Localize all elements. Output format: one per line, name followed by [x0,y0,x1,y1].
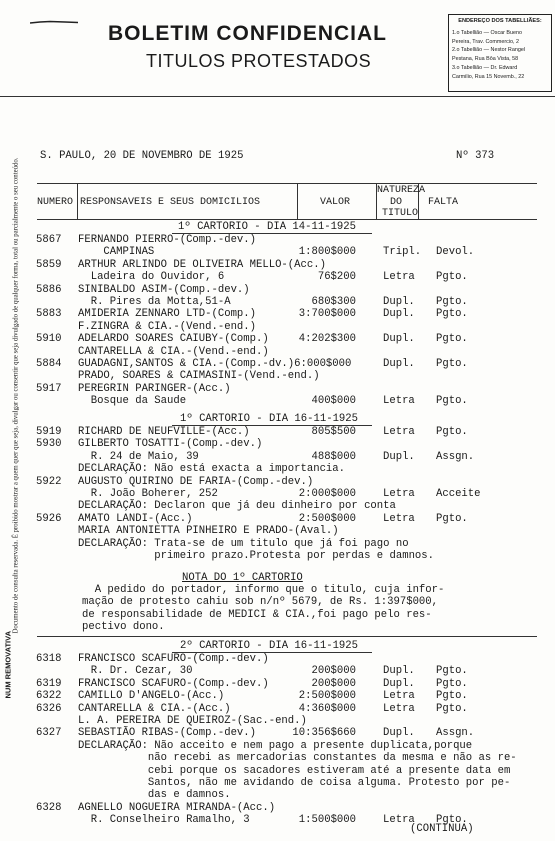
dateline-number: Nº 373 [456,150,495,162]
entry-natureza: Dupl. [383,308,415,321]
entry-text: ARTHUR ARLINDO DE OLIVEIRA MELLO-(Acc.) [78,258,326,271]
entry-natureza: Letra [383,814,415,827]
entry-text: R. Conselheiro Ramalho, 3 [78,814,250,827]
section-heading: 1º CARTORIO - DIA 16-11-1925 [180,413,359,425]
page-subtitle: TITULOS PROTESTADOS [146,51,372,71]
entry-natureza: Tripl. [383,246,422,259]
entry-text: GUADAGNI,SANTOS & CIA.-(Comp.-dv.)6:000$000 [78,358,352,370]
entry-falta: Pgto. [436,702,468,715]
entry-valor: 76$200 [317,271,356,284]
entry-natureza: Letra [383,488,415,500]
entry-text: R. Dr. Cezar, 30 [78,665,193,678]
table-col-divider [297,183,298,219]
entry-number: 5867 [36,234,62,246]
entry-number: 5886 [36,283,62,296]
entry-text: Santos, não me avidando de coisa alguma. Protesto por pe- [78,777,511,789]
entry-text: FERNANDO PIERRO-(Comp.-dev.) [78,234,257,246]
entry-falta: Pgto. [436,333,468,346]
table-col-divider [77,183,78,219]
entry-text: R. João Boherer, 252 [78,488,218,500]
entry-valor: 4:202$300 [298,333,356,346]
entry-natureza: Letra [383,271,415,284]
entry-falta: Pgto. [436,665,468,678]
entry-falta: Pgto. [436,271,468,284]
entry-text: cebi porque os sacadores estiveram até a presente data em [78,764,511,777]
address-line: Carmilio, Rua 15 Novemb., 22 [452,73,525,80]
entry-number: 5910 [36,333,62,346]
entry-text: L. A. PEREIRA DE QUEIROZ-(Sac.-end.) [78,715,307,727]
entry-number: 6327 [36,727,62,740]
entry-text: AMATO LANDI-(Acc.) [78,512,193,525]
page-title: BOLETIM CONFIDENCIAL [108,22,387,45]
declaration-text: DECLARAÇÃO: Não acceito e nem pago a presente duplicata,porque [78,739,473,752]
entry-falta: Assgn. [436,450,475,463]
col-header-numero: NUMERO [37,197,74,208]
col-header-valor: VALOR [320,197,351,208]
entry-falta: Pgto. [436,677,468,690]
note-line: mação de protesto cahiu sob n/nº 5679, de Rs. 1:397$000, [82,596,439,609]
entry-text: GILBERTO TOSATTI-(Comp.-dev.) [78,438,263,451]
section-separator [37,636,537,637]
continues-label: (CONTINUA) [410,823,474,835]
entry-valor: 3:700$000 [298,308,356,321]
entry-number: 5930 [36,438,62,451]
col-header-responsaveis: RESPONSAVEIS E SEUS DOMICILIOS [80,197,261,208]
entry-natureza: Letra [383,702,415,715]
section-heading: 2º CARTORIO - DIA 16-11-1925 [180,640,359,652]
entry-valor: 2:500$000 [298,690,356,703]
header-dash-mark [30,20,78,25]
entry-natureza: Dupl. [383,358,415,370]
entry-number: 5922 [36,475,62,488]
entry-text: CAMILLO D'ANGELO-(Acc.) [78,690,225,703]
entry-valor: 805$500 [311,426,356,438]
entry-falta: Pgto. [436,296,468,308]
entry-text: MARIA ANTONIETTA PINHEIRO E PRADO-(Aval.) [78,525,339,538]
address-line: 1.o Tabellião — Oscar Bueno [452,29,523,36]
entry-falta: Pgto. [436,814,468,827]
address-line: Pestana, Rua Bôa Vista, 58 [452,56,519,63]
address-line: 2.o Tabellião — Nestor Rangel [452,47,526,54]
entry-text: AUGUSTO QUIRINO DE FARIA-(Comp.-dev.) [78,475,314,488]
entry-valor: 10:356$660 [292,727,356,740]
entry-falta: Pgto. [436,308,468,321]
entry-valor: 200$000 [311,677,356,690]
entry-falta: Pgto. [436,690,468,703]
address-box [448,14,552,92]
entry-valor: 4:360$000 [298,702,356,715]
entry-number: 6319 [36,677,62,690]
entry-natureza: Letra [383,512,415,525]
entry-text: não recebi as mercadorias constantes da mesma e não as re- [78,752,517,765]
entry-text: Ladeira do Ouvidor, 6 [78,271,225,284]
section-heading: 1º CARTORIO - DIA 14-11-1925 [178,221,357,233]
entry-text: CANTARELLA & CIA.-(Acc.) [78,702,231,715]
entry-text: FRANCISCO SCAFURO-(Comp.-dev.) [78,653,269,665]
entry-falta: Devol. [436,246,475,259]
entry-number: 5859 [36,258,62,271]
entry-natureza: Letra [383,426,415,438]
entry-valor: 488$000 [311,450,356,463]
entry-falta: Pgto. [436,426,468,438]
entry-falta: Pgto. [436,395,468,408]
entry-number: 5917 [36,382,62,395]
entry-falta: Acceite [436,488,481,500]
declaration-text: DECLARAÇÃO: Não está exacta a importancia. [78,463,346,476]
entry-number: 6318 [36,653,62,665]
entry-natureza: Dupl. [383,677,415,690]
entry-text: CAMPINAS [78,246,155,259]
side-notice: Documento de consulta reservada. É proibido mostrar a quem quer que seja, divulgar ou consentir que seja divulgado de qualquer forma, total ou parcialmente o seu conteúdo. [12,157,20,634]
col-header-falta: FALTA [428,197,459,208]
entry-text: AGNELLO NOGUEIRA MIRANDA-(Acc.) [78,801,276,814]
entry-number: 6322 [36,690,62,703]
entry-natureza: Letra [383,690,415,703]
entry-text: R. 24 de Maio, 39 [78,450,199,463]
entry-natureza: Dupl. [383,727,415,740]
entry-falta: Pgto. [436,512,468,525]
declaration-text: DECLARAÇÃO: Declaron que já deu dinheiro por conta [78,500,396,513]
col-header-natureza: TITULO [382,208,419,219]
entry-number: 5884 [36,358,62,370]
entry-valor: 2:500$000 [298,512,356,525]
entry-number: 6326 [36,702,62,715]
entry-number: 5883 [36,308,62,321]
entry-valor: 2:000$000 [298,488,356,500]
entry-natureza: Dupl. [383,450,415,463]
dateline-place-date: S. PAULO, 20 DE NOVEMBRO DE 1925 [40,150,244,162]
col-header-natureza: DO [390,197,403,208]
entry-text: F.ZINGRA & CIA.-(Vend.-end.) [78,320,257,333]
header-rule [0,96,555,97]
entry-text: ADELARDO SOARES CAIUBY-(Comp.) [78,333,269,346]
note-line: pectivo dono. [82,621,165,634]
address-heading: ENDEREÇO DOS TABELLIÃES: [458,18,542,24]
entry-natureza: Letra [383,395,415,408]
entry-valor: 1:800$000 [298,246,356,259]
entry-text: RICHARD DE NEUFVILLE-(Acc.) [78,426,250,438]
entry-valor: 1:500$000 [298,814,356,827]
entry-natureza: Dupl. [383,296,415,308]
entry-text: SINIBALDO ASIM-(Comp.-dev.) [78,283,250,296]
address-line: Pereira, Trav. Commercio, 2 [452,38,520,45]
entry-text: das e damnos. [78,789,231,802]
note-heading: NOTA DO 1º CARTORIO [182,572,303,584]
entry-natureza: Dupl. [383,665,415,678]
entry-falta: Assgn. [436,727,475,740]
declaration-text: DECLARAÇÃO: Trata-se de um titulo que já foi pago no [78,537,409,550]
entry-falta: Pgto. [436,358,468,370]
col-header-natureza: NATUREZA [377,185,426,196]
entry-natureza: Dupl. [383,333,415,346]
table-rule-header [37,219,537,220]
entry-number: 6328 [36,801,62,814]
entry-text: primeiro prazo.Protesta por perdas e damnos. [78,550,435,562]
entry-valor: 400$000 [311,395,356,408]
address-line: 3.o Tabellião — Dr. Edward [452,64,518,71]
entry-valor: 680$300 [311,296,356,308]
entry-text: SEBASTIÃO RIBAS-(Comp.-dev.) [78,727,257,740]
note-line: A pedido do portador, informo que o titulo, cuja infor- [82,584,445,596]
note-line: de responsabilidade de MEDICI & CIA.,foi pago pelo res- [82,608,432,621]
entry-text: R. Pires da Motta,51-A [78,296,231,308]
entry-text: Bosque da Saude [78,395,187,408]
table-rule-top [37,183,537,184]
entry-number: 5919 [36,426,62,438]
entry-valor: 200$000 [311,665,356,678]
side-label: NUM REMOVATIVA [3,631,13,699]
entry-text: FRANCISCO SCAFURO-(Comp.-dev.) [78,677,269,690]
entry-text: AMIDERIA ZENNARO LTD-(Comp.) [78,308,257,321]
entry-text: CANTARELLA & CIA.-(Vend.-end.) [78,345,269,358]
entry-text: PRADO, SOARES & CAIMASINI-(Vend.-end.) [78,370,320,383]
entry-text: PEREGRIN PARINGER-(Acc.) [78,382,231,395]
entry-number: 5926 [36,512,62,525]
